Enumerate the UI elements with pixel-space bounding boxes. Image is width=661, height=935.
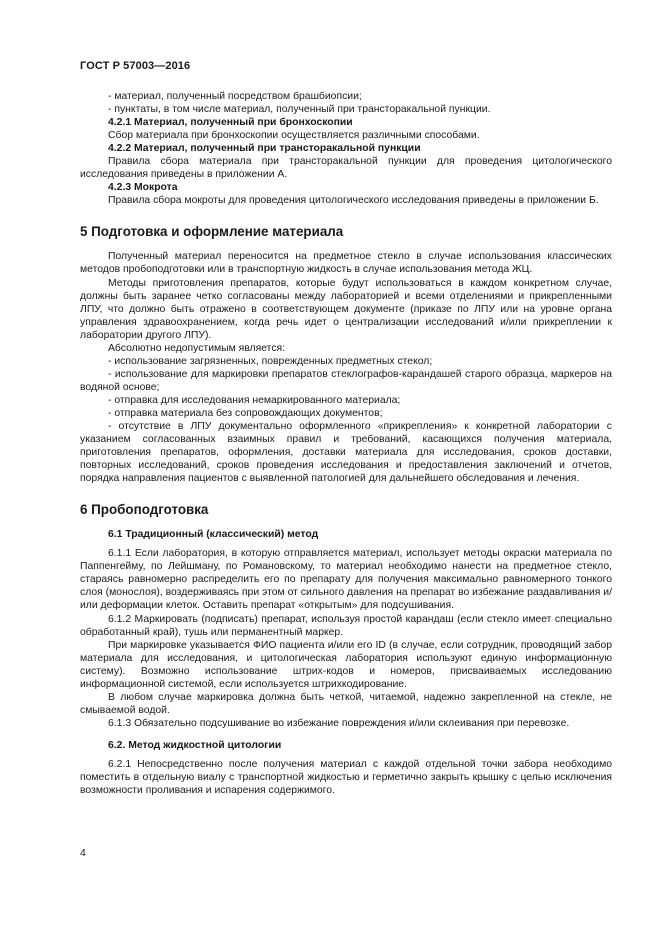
subsection-6-1-title: 6.1 Традиционный (классический) метод [108,529,319,541]
subsection-4-2-1-text: Сбор материала при бронхоскопии осуществляется различными способами. [108,130,480,142]
paragraph-6-1-3: 6.1.3 Обязательно подсушивание во избежание повреждения и/или склеивания при перевозке. [108,717,570,729]
page-number: 4 [80,848,86,859]
paragraph-6-1-2-marking: При маркировке указывается ФИО пациента и/или его ID (в случае, если сотрудник, проводящий забор материала для исследования, и цитологическая лаборатория используют единую информационную систему). Возможно использование штрих-кодов и номеров, присваиваемых исследованию информационной системой, если используется штрихкодирование. [80,639,612,690]
subsection-4-2-2-text: Правила сбора материала при трансторакальной пункции для проведения цитологического исследования приведены в приложении А. [80,156,612,181]
document-body [80,90,612,797]
paragraph-6-1-2-requirement: В любом случае маркировка должна быть четкой, читаемой, надежно закрепленной на стекле, не смываемой водой. [80,691,612,716]
section-5-paragraph: Абсолютно недопустимым является: [108,342,286,354]
list-item: - материал, полученный посредством брашбиопсии; [108,91,362,102]
subsection-4-2-2-title: 4.2.2 Материал, полученный при трансторакальной пункции [108,143,421,155]
list-item: - отсутствие в ЛПУ документально оформленного «прикрепления» к конкретной лаборатории с указанием согласованных взаимных правил и требований, касающихся получения материала, приготовления препаратов, оформления, доставки материала для исследования, сроков доставки, повторных исследований, сроков проведения исследования и предоставления заключений и отчетов, порядка направления пациентов с выявленной патологией для дальнейшего обследования и лечения. [80,421,612,485]
paragraph-6-2-1: 6.2.1 Непосредственно после получения материал с каждой отдельной точки забора необходимо поместить в отдельную виалу с транспортной жидкостью и герметично закрыть крышку с целью исключения возможности проливания и испарения содержимого. [80,758,612,797]
subsection-4-2-3-text: Правила сбора мокроты для проведения цитологического исследования приведены в приложении Б. [108,195,599,207]
section-5-title: 5 Подготовка и оформление материала [80,224,344,240]
list-item: - отправка для исследования немаркированного материала; [108,394,401,406]
list-item: - использование загрязненных, поврежденных предметных стекол; [108,355,433,367]
section-6-title: 6 Пробоподготовка [80,502,209,518]
list-item: - пунктаты, в том числе материал, полученный при трансторакальной пункции. [108,104,491,116]
list-item: - использование для маркировки препаратов стеклографов-карандашей старого образца, маркеров на водяной основе; [80,368,612,393]
section-5-paragraph: Методы приготовления препаратов, которые будут использоваться в каждом конкретном случае, должны быть заранее четко согласованы между лабораторией и всеми отделениями и прикрепленными ЛПУ, что должно быть отражено в соответствующем документе (приказе по ЛПУ или на уровне органа управления здравоохранением, когда речь идет о централизации исследований и/или прикреплении к лаборатории другого ЛПУ). [80,277,612,341]
list-item: - отправка материала без сопровождающих документов; [108,407,383,419]
paragraph-6-1-1: 6.1.1 Если лаборатория, в которую отправляется материал, использует методы окраски материала по Паппенгейму, по Лейшману, по Романовскому, то материал необходимо нанести на предметное стекло, стараясь равномерно распределить его по препарату для получения максимально равномерного тонкого слоя (монослоя), воздерживаясь при этом от сильного давления на препарат во избежание раздавливания и/или деформации клеток. Оставить препарат «открытым» для подсушивания. [80,548,612,612]
subsection-6-2-title: 6.2. Метод жидкостной цитологии [108,739,282,751]
document-header: ГОСТ Р 57003—2016 [80,60,191,72]
subsection-4-2-1-title: 4.2.1 Материал, полученный при бронхоскопии [108,117,353,129]
section-5-paragraph: Полученный материал переносится на предметное стекло в случае использования классических методов пробоподготовки или в транспортную жидкость в случае использования метода ЖЦ. [80,251,612,276]
paragraph-6-1-2: 6.1.2 Маркировать (подписать) препарат, используя простой карандаш (если стекло имеет специально обработанный край), тушь или перманентный маркер. [80,613,612,638]
subsection-4-2-3-title: 4.2.3 Мокрота [108,182,178,194]
